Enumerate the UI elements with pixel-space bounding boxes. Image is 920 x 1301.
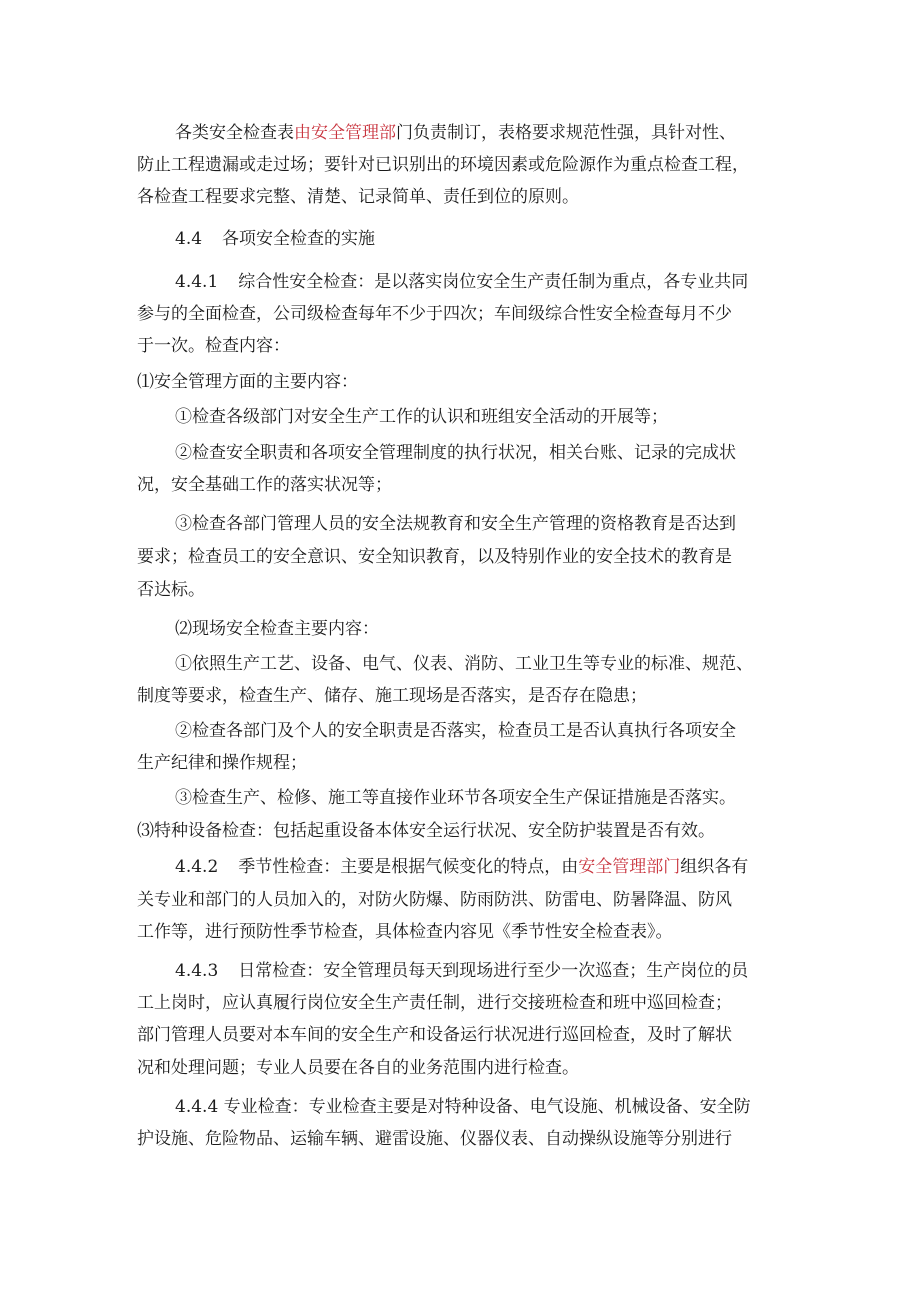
intro-text-start: 各类安全检查表 [175,123,294,143]
item2-a-line-1: ①依照生产工艺、设备、电气、仪表、消防、工业卫生等专业的标准、规范、 [175,654,753,674]
section-title: 各项安全检查的实施 [222,229,376,249]
s443-line-3: 部门管理人员要对本车间的安全生产和设备运行状况进行巡回检查，及时了解状 [137,1025,732,1045]
intro-text-end: 门负责制订，表格要求规范性强，具针对性、 [396,123,736,143]
item2-b-line-1: ②检查各部门及个人的安全职责是否落实，检查员工是否认真执行各项安全 [175,721,736,741]
section-heading-4-4 [175,227,375,251]
highlighted-department: 安全管理部门 [578,857,681,877]
intro-line-2: 防止工程遗漏或走过场；要针对已识别出的环境因素或危险源作为重点检查工程， [137,155,749,175]
section-number: 4.4 [175,229,203,249]
s442-line-1 [175,855,748,879]
s441-line-3: 于一次。检查内容： [137,336,290,356]
s443-line-2: 工上岗时，应认真履行岗位安全生产责任制，进行交接班检查和班中巡回检查； [137,993,732,1013]
item1-b-line-2: 况，安全基础工作的落实状况等； [137,475,392,495]
item2-a-line-2: 制度等要求，检查生产、储存、施工现场是否落实，是否存在隐患； [137,686,647,706]
item1-c-line-1: ③检查各部门管理人员的安全法规教育和安全生产管理的资格教育是否达到 [175,514,736,534]
item2-b-line-2: 生产纪律和操作规程； [137,753,307,773]
item1-title: ⑴安全管理方面的主要内容： [137,372,358,392]
s442-line-2: 关专业和部门的人员加入的，对防火防爆、防雨防洪、防雷电、防暑降温、防风 [137,890,732,910]
intro-line-3: 各检查工程要求完整、清楚、记录简单、责任到位的原则。 [137,187,579,207]
item3: ⑶特种设备检查：包括起重设备本体安全运行状况、安全防护装置是否有效。 [137,821,715,841]
s442-text-start: 季节性检查：主要是根据气候变化的特点，由 [238,857,579,877]
item2-title: ⑵现场安全检查主要内容： [175,619,379,639]
highlighted-department: 由安全管理部 [294,123,396,143]
s442-text-end: 组织各有 [680,857,749,877]
s441-number: 4.4.1 [175,272,219,292]
s443-line-1 [175,959,748,983]
s443-number: 4.4.3 [175,961,219,981]
s442-line-3: 工作等，进行预防性季节检查，具体检查内容见《季节性安全检查表》。 [137,922,673,942]
s443-text: 日常检查：安全管理员每天到现场进行至少一次巡查；生产岗位的员 [238,961,749,981]
s441-text: 综合性安全检查：是以落实岗位安全生产责任制为重点，各专业共同 [238,272,749,292]
item1-a: ①检查各级部门对安全生产工作的认识和班组安全活动的开展等； [175,407,668,427]
s444-line-2: 护设施、危险物品、运输车辆、避雷设施、仪器仪表、自动操纵设施等分别进行 [137,1129,732,1149]
s441-line-2: 参与的全面检查，公司级检查每年不少于四次；车间级综合性安全检查每月不少 [137,304,732,324]
item2-c-line-1: ③检查生产、检修、施工等直接作业环节各项安全生产保证措施是否落实。 [175,788,736,808]
item1-c-line-2: 要求；检查员工的安全意识、安全知识教育，以及特别作业的安全技术的教育是 [137,547,732,567]
item1-c-line-3: 否达标。 [137,580,205,600]
s443-line-4: 况和处理问题；专业人员要在各自的业务范围内进行检查。 [137,1058,579,1078]
s444-line-1: 4.4.4 专业检查：专业检查主要是对特种设备、电气设施、机械设备、安全防 [175,1097,751,1117]
intro-line-1 [175,121,736,145]
item1-b-line-1: ②检查安全职责和各项安全管理制度的执行状况，相关台账、记录的完成状 [175,443,736,463]
s441-line-1 [175,270,748,294]
s442-number: 4.4.2 [175,857,219,877]
